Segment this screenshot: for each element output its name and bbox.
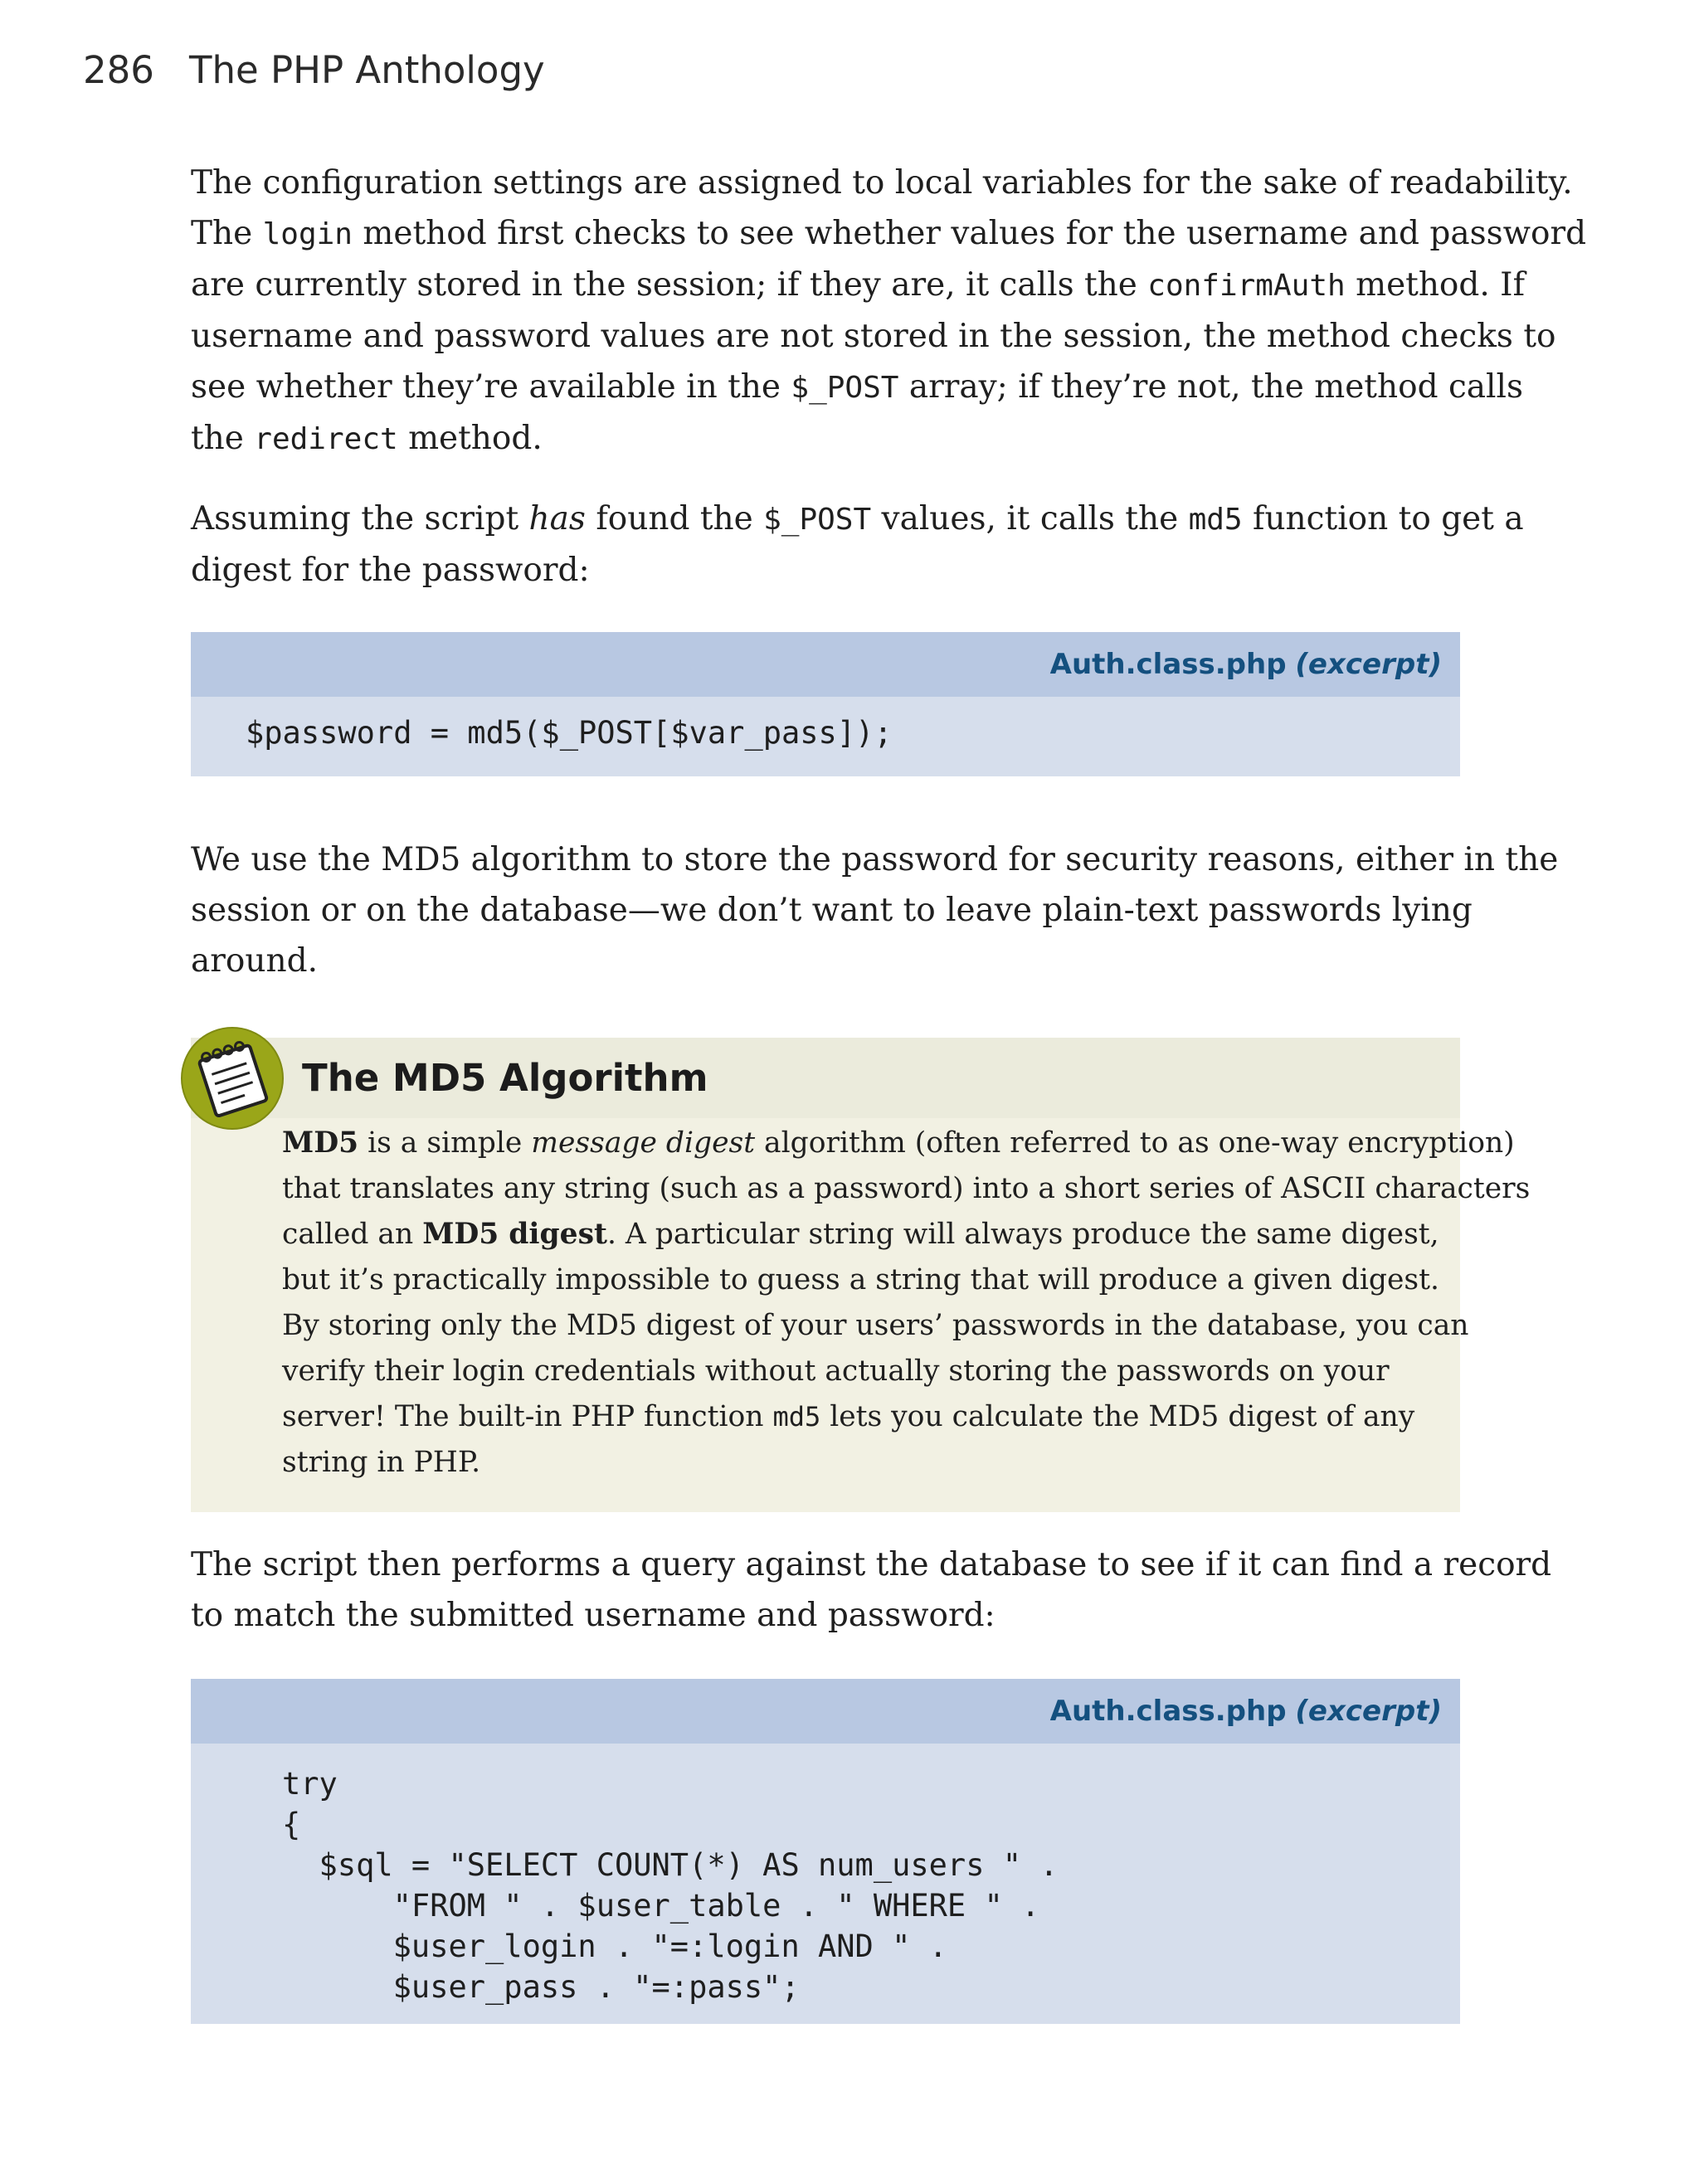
paragraph-md5-security	[191, 834, 1559, 986]
text-line: The login method first checks to see whether values for the username and password	[191, 215, 1587, 252]
inline-code: $_POST	[763, 503, 872, 537]
text-line: We use the MD5 algorithm to store the password for security reasons, either in the	[191, 841, 1559, 878]
text-line: Assuming the script has found the $_POST values, it calls the md5 function to get a	[191, 500, 1524, 537]
page-number: 286	[83, 48, 154, 92]
text-line: The script then performs a query against the database to see if it can find a record	[191, 1546, 1552, 1583]
text-line: called an MD5 digest. A particular string will always produce the same digest,	[282, 1218, 1439, 1251]
inline-code: md5	[772, 1401, 821, 1432]
code-block-query	[191, 1679, 1460, 2024]
text-line: username and password values are not stored in the session, the method checks to	[191, 318, 1556, 355]
book-title: The PHP Anthology	[189, 48, 545, 92]
text-line: to match the submitted username and password:	[191, 1597, 996, 1634]
text-line: that translates any string (such as a password) into a short series of ASCII characters	[282, 1172, 1531, 1205]
code-block-title-bar	[191, 1679, 1460, 1744]
notepad-icon	[181, 1027, 284, 1130]
inline-code: $_POST	[791, 371, 899, 405]
text-line: MD5 is a simple message digest algorithm (often referred to as one-way encryption)	[282, 1126, 1515, 1160]
inline-code: confirmAuth	[1147, 269, 1346, 303]
text-line: but it’s practically impossible to guess a string that will produce a given digest.	[282, 1263, 1439, 1296]
note-box-md5	[191, 1038, 1531, 1512]
inline-code: login	[262, 217, 353, 251]
code-filename: Auth.class.php	[1049, 1695, 1287, 1728]
text-line: are currently stored in the session; if they are, it calls the confirmAuth method. If	[191, 266, 1526, 304]
note-title: The MD5 Algorithm	[191, 1038, 1460, 1118]
note-body	[282, 1121, 1531, 1486]
paragraph-config-settings	[191, 158, 1587, 465]
code-block-title-bar	[191, 632, 1460, 697]
text-line: verify their login credentials without actually storing the passwords on your	[282, 1355, 1390, 1388]
text-line: see whether they’re available in the $_POST array; if they’re not, the method calls	[191, 368, 1523, 406]
text-line: around.	[191, 942, 318, 980]
code-block-password	[191, 632, 1460, 776]
code-listing: $password = md5($_POST[$var_pass]);	[246, 715, 893, 751]
text-line: the redirect method.	[191, 420, 543, 457]
text-line: By storing only the MD5 digest of your users’ passwords in the database, you can	[282, 1309, 1469, 1342]
text-line: session or on the database—we don’t want to leave plain-text passwords lying	[191, 892, 1473, 929]
running-head	[83, 48, 545, 92]
paragraph-md5-intro	[191, 494, 1524, 596]
inline-code: redirect	[254, 422, 398, 456]
code-excerpt-note: (excerpt)	[1295, 648, 1442, 681]
text-line: digest for the password:	[191, 552, 590, 589]
code-excerpt-note: (excerpt)	[1295, 1695, 1442, 1728]
code-listing: try { $sql = "SELECT COUNT(*) AS num_users " . "FROM " . $user_table . " WHERE " . $user_login . "=:login AND " . $user_pass . "=:pass";	[282, 1766, 1059, 2005]
code-filename: Auth.class.php	[1049, 648, 1287, 681]
text-line: string in PHP.	[282, 1446, 481, 1479]
text-line: The configuration settings are assigned to local variables for the sake of readability.	[191, 164, 1573, 202]
inline-code: md5	[1188, 503, 1243, 537]
paragraph-query	[191, 1540, 1552, 1641]
text-line: server! The built-in PHP function md5 lets you calculate the MD5 digest of any	[282, 1400, 1415, 1433]
